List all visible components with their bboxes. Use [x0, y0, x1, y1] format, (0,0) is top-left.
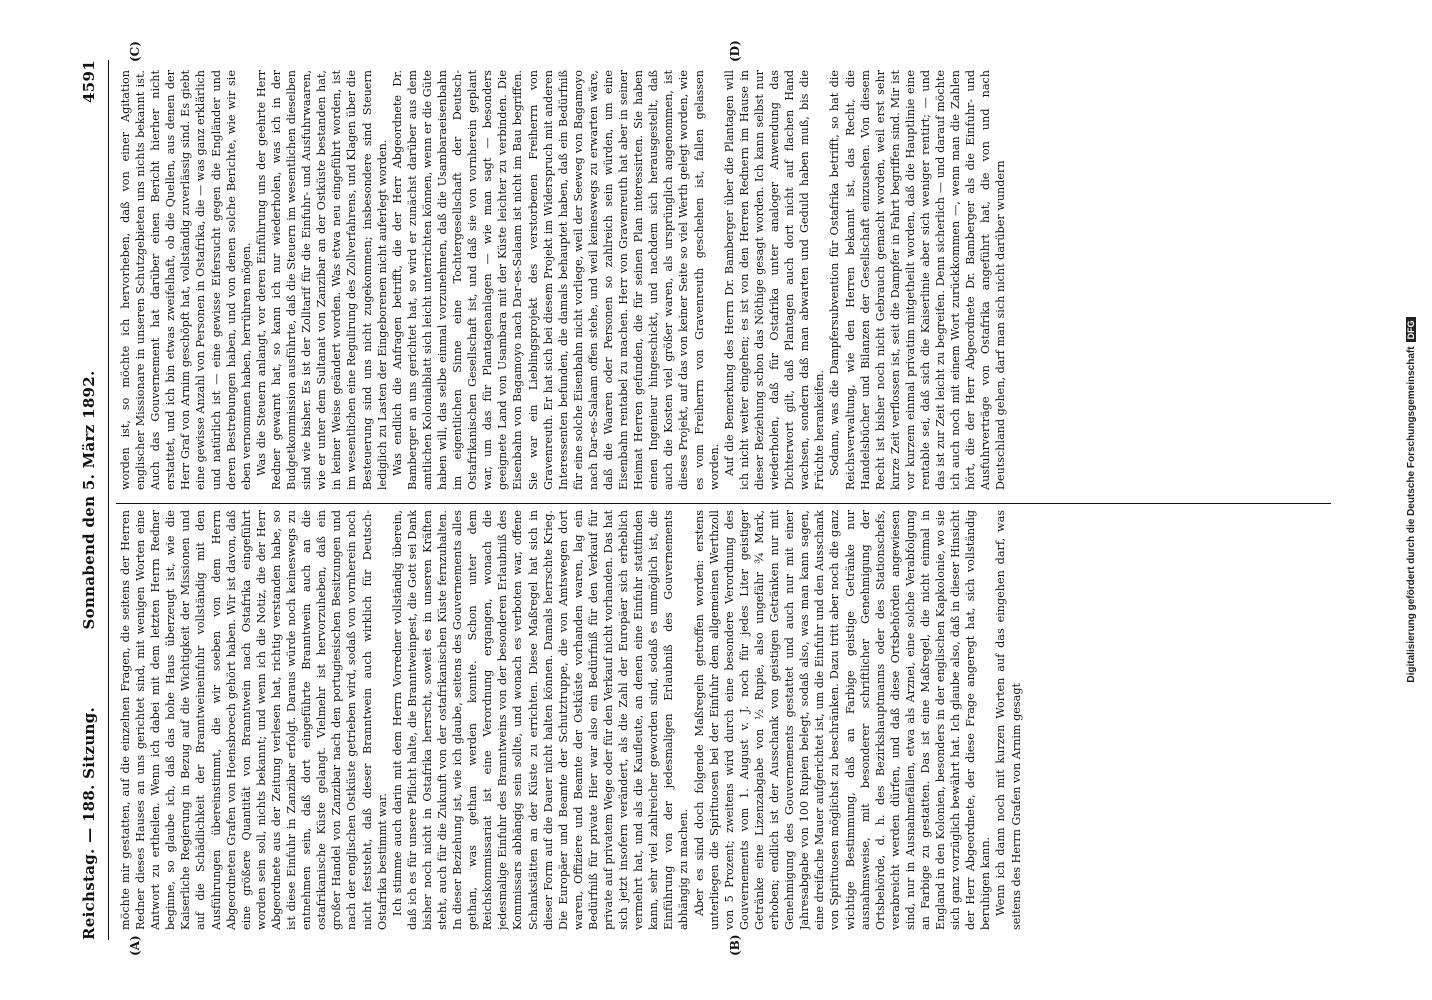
paragraph: Sodann, was die Dampfersubvention für Ostafrika betrifft, so hat die Reichsverwaltung, wie den Herren bekannt ist, das Recht, die Handelsbücher und Bilanzen der Gesellschaft einzusehen. Von diesem Recht ist bisher noch nicht Gebrauch gemacht worden, weil erst sehr kurze Zeit verflossen ist, seit die Dampfer in Fahrt begriffen sind. Mir ist vor kurzem einmal privatim mitgetheilt worden, daß die Hauptlinie eine rentable sei, daß sich die Kaiserlinie aber sich weniger rentirt; — und das ist zur Zeit leicht zu begreifen. Denn sicherlich — und darauf möchte ich auch noch mit einem Wort zurückkommen —, wenn man die Zahlen hört, die der Herr Abgeordnete Dr. Bamberger als die Einfuhr- und Ausfuhrverträge von Ostafrika angeführt hat, die von und nach Deutschland gehen, darf man sich nicht darüber wundern: [828, 70, 1008, 490]
header-date: Sonnabend den 5. März 1892.: [80, 370, 98, 630]
header-rule: [108, 60, 109, 940]
credit-text: Digitalisierung gefördert durch die Deutsche Forschungsgemeinschaft: [1406, 346, 1417, 683]
right-column: [118, 70, 1328, 490]
column-divider: [116, 503, 1331, 504]
paragraph: Auf die Bemerkung des Herrn Dr. Bamberger über die Plantagen will ich nicht weiter eingehen; es ist von den Herren Rednern im Hause in dieser Beziehung schon das Nöthige gesagt worden. Ich kann selbst nur wiederholen, daß für Ostafrika unter analoger Anwendung das Dichterwort gilt, daß Plantagen auch dort nicht auf flachen Hand wachsen, sondern daß man abwarten und Geduld haben muß, bis die Früchte herankeifen.: [722, 70, 827, 490]
margin-marker-d: (D): [728, 40, 742, 62]
header-page-number: 4591: [80, 60, 98, 103]
paragraph: Was die Steuern anlangt, vor deren Einführung uns der geehrte Herr Redner gewarnt hat, so kann ich nur wiederholen, was ich in der Budgetkommission ausführte, daß die Steuern im wesentlichen dieselben sind wie bisher. Es ist der Zolltarif für die Einfuhr- und Ausfuhrwaaren, wie er unter dem Sultanat von Zanzibar an der Ostküste bestanden hat, in keiner Weise geändert worden. Was etwa neu eingeführt worden, ist im wesentlichen eine Regulirung des Zollverfahrens, und Klagen über die Besteuerung sind uns nicht zugekommen; insbesondere sind Steuern lediglich zu Lasten der Eingeborenen nicht auferlegt worden.: [254, 70, 389, 490]
paragraph: worden ist, so möchte ich hervorheben, daß von einer Agitation englischer Missionare in unseren Schutzgebieten uns nichts bekannt ist. Auch das Gouvernement hat darüber einen Bericht hierher nicht erstattet, und ich bin etwas zweifelhaft, ob die Quellen, aus denen der Herr Graf von Arnim geschöpft hat, vollständig zuverlässig sind. Es giebt eine gewisse Anzahl von Personen in Ostafrika, die — was ganz erklärlich und natürlich ist — eine gewisse Eifersucht gegen die Engländer und deren Bestrebungen haben, und von denen solche Berichte, wie wir sie eben vernommen haben, herrühren mögen.: [119, 70, 253, 490]
paragraph: möchte mir gestatten, auf die einzelnen Fragen, die seitens der Herren Redner dieses Hauses an uns gerichtet sind, mit wenigen Worten eine Antwort zu ertheilen. Wenn ich dabei mit dem letzten Herrn Redner beginne, so glaube ich, daß das hohe Haus überzeugt ist, wie die Kaiserliche Regierung in Bezug auf die Wichtigkeit der Missionen und auf die Schädlichkeit der Branntweineinfuhr vollständig mit den Ausführungen übereinstimmt, die wir soeben von dem Herrn Abgeordneten Grafen von Hoensbroech gehört haben. Wir ist davon, daß eine größere Quantität von Branntwein nach Ostafrika eingeführt worden sein soll, nichts bekannt; und wenn ich die Notiz, die der Herr Abgeordnete aus der Zeitung verlesen hat, richtig verstanden habe, so ist diese Einfuhr in Zanzibar erfolgt. Daraus würde noch keineswegs zu entnehmen sein, daß dort eingeführte Branntwein auch an die ostafrikanische Küste gelangt. Vielmehr ist hervorzuheben, daß ein großer Handel von Zanzibar nach den portugiesischen Besitzungen und nach der englischen Ostküste getrieben wird, sodaß von vornherein noch nicht feststeht, daß dieser Branntwein auch wirklich für Deutsch-Ostafrika bestimmt war.: [119, 510, 389, 930]
margin-marker-c: (C): [128, 41, 142, 62]
margin-marker-a: (A): [128, 935, 142, 956]
paragraph: Was endlich die Anfragen betrifft, die der Herr Abgeordnete Dr. Bamberger an uns gerichtet hat, so wird er zunächst darüber aus dem amtlichen Kolonialblatt sich leicht unterrichten können, wenn er die Güte haben will, das selbe einmal vorzunehmen, daß die Usambaraeisenbahn im eigentlichen Sinne eine Tochtergesellschaft der Deutsch-Ostafrikanischen Gesellschaft ist, und daß sie von vornherein geplant war, um das für Plantagenanlagen — wie man sagt — besonders geeignete Land von Usambara mit der Küste leichter zu verbinden. Die Eisenbahn von Bagamoyo nach Dar-es-Salaam ist nicht im Bau begriffen. Sie war ein Lieblingsprojekt des verstorbenen Freiherrn von Gravenreuth. Er hat sich bei diesem Projekt im Widerspruch mit anderen Interessenten befunden, die damals behauptet haben, daß ein Bedürfniß für eine solche Eisenbahn nicht vorliege, weil der Seeweg von Bagamoyo nach Dar-es-Salaam offen stehe, und weil keineswegs zu erwarten wäre, daß die Waaren oder Personen so zahlreich sein würden, um eine Eisenbahn rentabel zu machen. Herr von Gravenreuth hat aber in seiner Heimat Herren gefunden, die für seinen Plan interessirten. Sie haben einen Ingenieur hingeschickt, und nachdem sich herausgestellt, daß auch die Kosten viel größer waren, als ursprünglich angenommen, ist dieses Projekt, auf das von keiner Seite so viel Werth gelegt worden, wie es vom Freiherrn von Gravenreuth geschehen ist, fallen gelassen worden.: [390, 70, 721, 490]
digitization-credit: [1406, 0, 1417, 1000]
header-session: Reichstag. — 188. Sitzung.: [80, 706, 98, 940]
margin-marker-b: (B): [728, 934, 742, 956]
dfg-logo: DFG: [1406, 317, 1416, 342]
paragraph: Aber es sind doch folgende Maßregeln getroffen worden: erstens unterliegen die Spirituosen bei der Einfuhr dem allgemeinen Werthzoll von 5 Prozent; zweitens wird durch eine besondere Verordnung des Gouvernements vom 1. August v. J. noch für jedes Liter geistiger Getränke eine Lizenzabgabe von ½ Rupie, also ungefähr ¾ Mark, erhoben; endlich ist der Ausschank von geistigen Getränken nur mit Genehmigung des Gouvernements gestattet und auch nur mit einer Jahresabgabe von 100 Rupien belegt, sodaß also, was man kann sagen, eine dreifache Mauer aufgerichtet ist, um die Einfuhr und den Ausschank von Spirituosen möglichst zu beschränken. Dazu tritt aber noch die ganz wichtige Bestimmung, daß an Farbige geistige Getränke nur ausnahmsweise, mit besonderer schriftlicher Genehmigung der Ortsbehörde, d. h. des Bezirkshauptmanns oder des Stationschefs, verabreicht werden dürfen, und daß diese Ortsbehörden angewiesen sind, nur in Ausnahmefällen, etwa als Arznei, eine solche Verabfolgung an Farbige zu gestatten. Das ist eine Maßregel, die nicht einmal in England in den Kolonien, besonders in der englischen Kapkolonie, wo sie sich ganz vorzüglich bewährt hat. Ich glaube also, daß in dieser Hinsicht der Herr Abgeordnete, der diese Frage angeregt hat, sich vollständig beruhigen kann.: [692, 510, 993, 930]
left-column: [118, 510, 1328, 930]
page-header: [80, 60, 104, 940]
paragraph: Wenn ich dann noch mit kurzen Worten auf das eingehen darf, was seitens des Herrn Grafen von Arnim gesagt: [994, 510, 1023, 930]
paragraph: Ich stimme auch darin mit dem Herrn Vorredner vollständig überein, daß ich es für unsere Pflicht halte, die Branntweinpest, die Gott sei Dank bisher noch nicht in Ostafrika herrscht, soweit es in unseren Kräften steht, auch für die Zukunft von der ostafrikanischen Küste fernzuhalten. In dieser Beziehung ist, wie ich glaube, seitens des Gouvernements alles gethan, was gethan werden konnte. Schon unter dem Reichskommissariat ist eine Verordnung ergangen, wonach die jedesmalige Einfuhr des Branntweins von der besonderen Erlaubniß des Kommissars abhängig sein sollte, und wonach es verboten war, offene Schankstätten an der Küste zu errichten. Diese Maßregel hat sich in dieser Form auf die Dauer nicht halten können. Damals herrschte Krieg. Die Europäer und Beamte der Schutztruppe, die von Amtswegen dort waren, Offiziere und Beamte der Ostküste vorhanden waren, lag ein Bedürfniß für private Hier war also ein Bedürfniß für den Verkauf für private auf privatem Wege oder für den Verkauf nicht vorhanden. Das hat sich jetzt insofern verändert, als die Zahl der Europäer sich erheblich vermehrt hat, und als die Kaufleute, an denen eine Einfuhr stattfinden kann, sehr viel zahlreicher geworden sind, sodaß es unmöglich ist, die Einführung von der jedesmaligen Erlaubniß des Gouvernements abhängig zu machen.: [390, 510, 691, 930]
